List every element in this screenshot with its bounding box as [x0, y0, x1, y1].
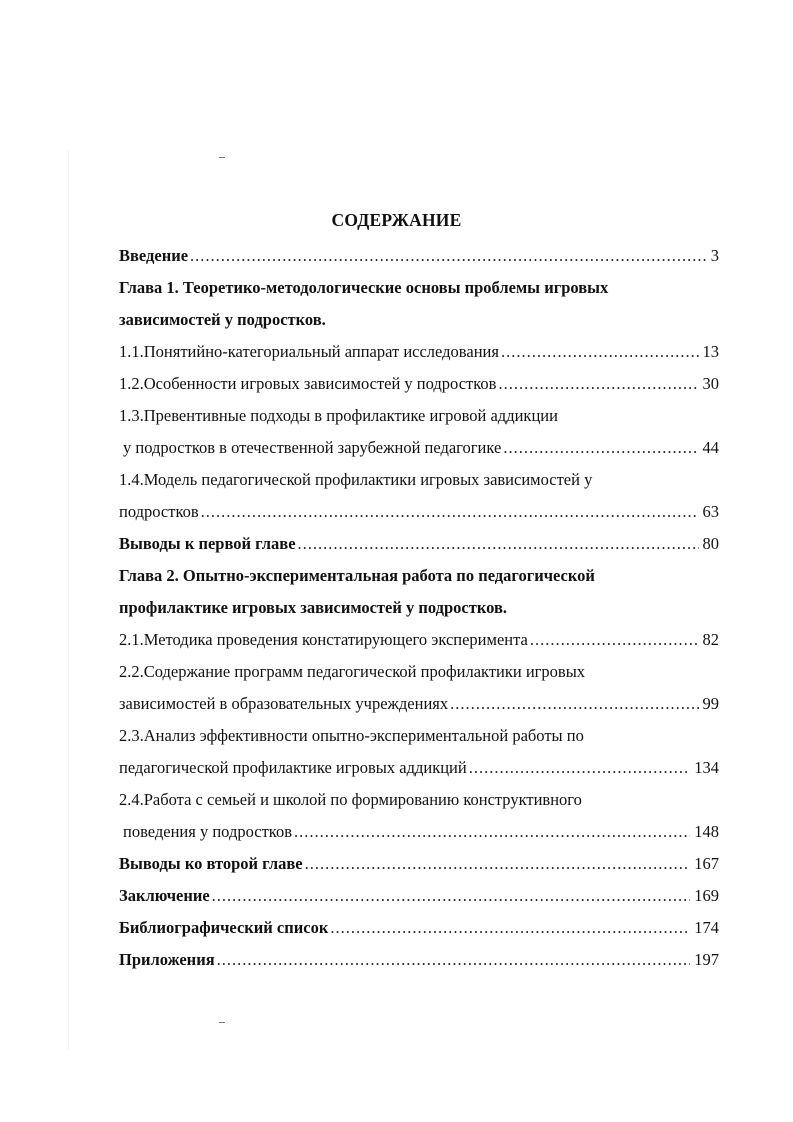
toc-entry-page: 197: [694, 950, 719, 969]
toc-leader-dots: [503, 432, 698, 464]
toc-leader-dots: [201, 496, 699, 528]
toc-entry-2-4-cont: [119, 816, 719, 848]
toc-entry-chapter-2-cont: [119, 592, 719, 624]
toc-entry-page: 3: [710, 246, 719, 265]
toc-entry-1-4-cont: [119, 496, 719, 528]
toc-entry-page: 99: [702, 694, 719, 713]
toc-entry-page: 148: [694, 822, 719, 841]
toc-entry-text: Глава 2. Опытно-экспериментальная работа по педагогической: [119, 566, 595, 585]
toc-entry-text: 1.4.Модель педагогической профилактики игровых зависимостей у: [119, 470, 593, 489]
toc-entry-page: 13: [702, 342, 719, 361]
toc-entry-text: 2.2.Содержание программ педагогической профилактики игровых: [119, 662, 586, 681]
toc-entry-text: 1.3.Превентивные подходы в профилактике игровой аддикции: [119, 406, 558, 425]
toc-entry-conclusions-1: [119, 528, 719, 560]
toc-entry-page: 30: [702, 374, 719, 393]
toc-entry-conclusion: [119, 880, 719, 912]
toc-entry-text: у подростков в отечественной зарубежной педагогике: [123, 438, 502, 457]
toc-entry-conclusions-2: [119, 848, 719, 880]
toc-entry-page: 82: [702, 630, 719, 649]
toc-entry-chapter-1-cont: [119, 304, 719, 336]
toc-entry-1-3-cont: [119, 432, 719, 464]
toc-leader-dots: [298, 528, 699, 560]
toc-entry-text: педагогической профилактике игровых аддикций: [119, 758, 467, 777]
scan-mark-top: [219, 157, 225, 158]
toc-entry-text: поведения у подростков: [123, 822, 293, 841]
toc-title: СОДЕРЖАНИЕ: [331, 210, 462, 230]
toc-entry-page: 174: [694, 918, 719, 937]
toc-leader-dots: [330, 912, 690, 944]
toc-entry-page: 44: [702, 438, 719, 457]
toc-entry-page: 134: [694, 758, 719, 777]
toc-entry-text: 2.1.Методика проведения констатирующего эксперимента: [119, 630, 528, 649]
toc-leader-dots: [469, 752, 691, 784]
toc-entry-appendices: [119, 944, 719, 976]
toc-entry-2-4: [119, 784, 719, 816]
table-of-contents: [119, 240, 719, 976]
toc-entry-text: Введение: [119, 246, 189, 265]
toc-entry-page: 80: [702, 534, 719, 553]
toc-entry-text: 2.3.Анализ эффективности опытно-экспериментальной работы по: [119, 726, 584, 745]
toc-entry-1-4: [119, 464, 719, 496]
toc-entry-2-1: [119, 624, 719, 656]
toc-entry-chapter-1: [119, 272, 719, 304]
toc-leader-dots: [305, 848, 691, 880]
toc-leader-dots: [450, 688, 698, 720]
toc-entry-text: профилактике игровых зависимостей у подростков.: [119, 598, 508, 617]
toc-leader-dots: [530, 624, 699, 656]
toc-leader-dots: [501, 336, 699, 368]
toc-entry-page: 63: [702, 502, 719, 521]
toc-entry-2-2: [119, 656, 719, 688]
toc-entry-text: Выводы ко второй главе: [119, 854, 303, 873]
toc-entry-text: Библиографический список: [119, 918, 329, 937]
toc-leader-dots: [498, 368, 698, 400]
toc-entry-page: 167: [694, 854, 719, 873]
scan-mark-bottom: [219, 1022, 225, 1023]
toc-entry-text: подростков: [119, 502, 199, 521]
toc-entry-introduction: [119, 240, 719, 272]
toc-entry-chapter-2: [119, 560, 719, 592]
toc-entry-bibliography: [119, 912, 719, 944]
toc-entry-text: зависимостей у подростков.: [119, 310, 326, 329]
toc-leader-dots: [217, 944, 691, 976]
toc-entry-text: Заключение: [119, 886, 210, 905]
toc-leader-dots: [190, 240, 707, 272]
toc-entry-1-2: [119, 368, 719, 400]
toc-entry-2-3-cont: [119, 752, 719, 784]
toc-entry-page: 169: [694, 886, 719, 905]
toc-entry-2-2-cont: [119, 688, 719, 720]
toc-leader-dots: [212, 880, 691, 912]
toc-entry-1-1: [119, 336, 719, 368]
toc-entry-1-3: [119, 400, 719, 432]
scan-edge-line: [68, 150, 69, 1050]
toc-entry-text: Глава 1. Теоретико-методологические основы проблемы игровых: [119, 278, 609, 297]
toc-entry-text: Выводы к первой главе: [119, 534, 296, 553]
toc-entry-text: зависимостей в образовательных учреждениях: [119, 694, 449, 713]
toc-entry-text: Приложения: [119, 950, 215, 969]
toc-leader-dots: [294, 816, 690, 848]
toc-entry-text: 1.1.Понятийно-категориальный аппарат исследования: [119, 342, 499, 361]
toc-entry-2-3: [119, 720, 719, 752]
toc-entry-text: 1.2.Особенности игровых зависимостей у подростков: [119, 374, 497, 393]
toc-entry-text: 2.4.Работа с семьей и школой по формированию конструктивного: [119, 790, 582, 809]
